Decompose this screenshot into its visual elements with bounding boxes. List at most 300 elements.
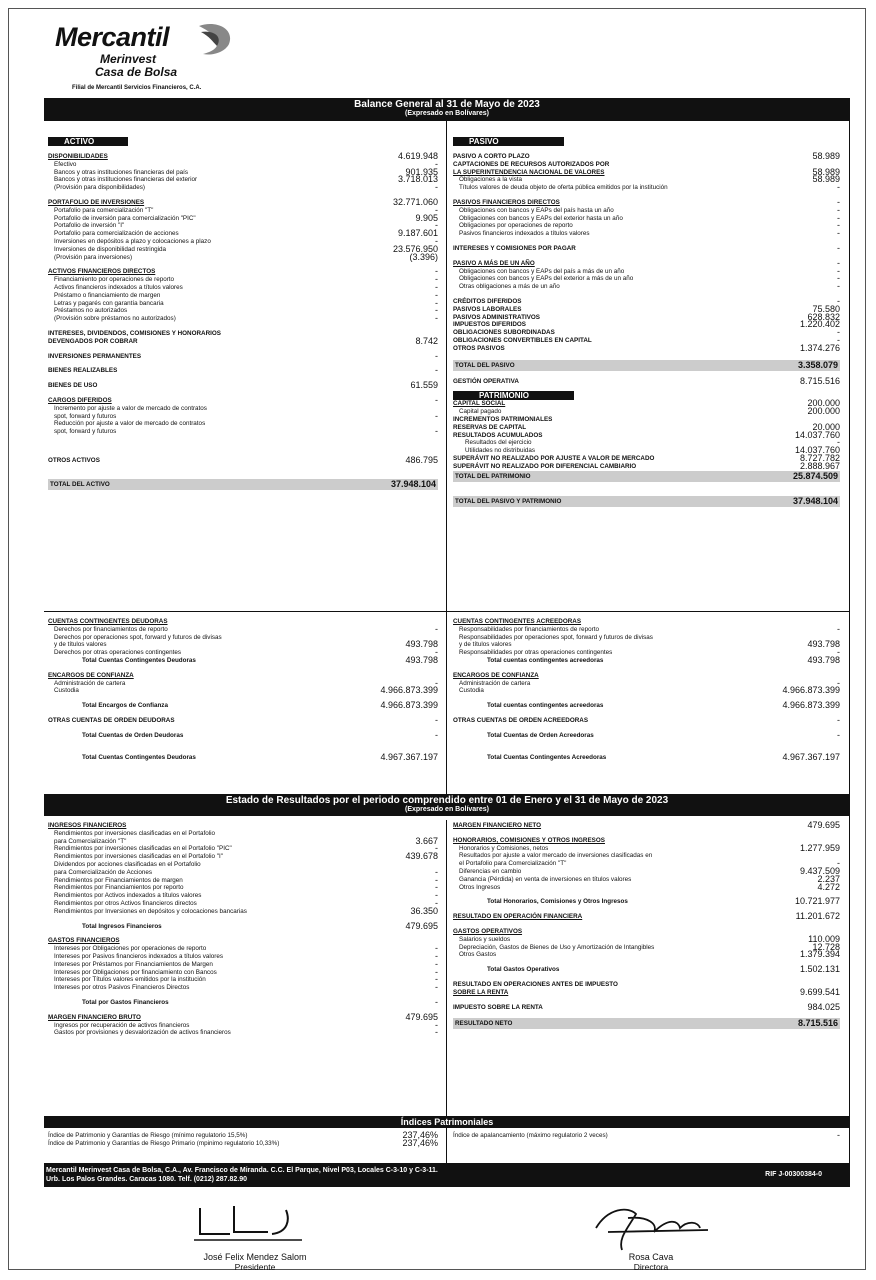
line-item-value: - — [435, 950, 438, 961]
signature-left-role: Presidente — [234, 1262, 276, 1272]
line-item-label: Administración de cartera — [459, 679, 531, 687]
line-item-label: Índice de apalancamiento (máximo regulatorio 2 veces) — [453, 1132, 608, 1139]
line-item — [48, 884, 438, 892]
line-item-label: Financiamiento por operaciones de reporto — [54, 276, 175, 284]
line-item-label: Depreciación, Gastos de Bienes de Uso y Amortización de Intangibles — [459, 943, 655, 951]
line-item — [453, 421, 840, 432]
line-item-value: 4.272 — [817, 881, 840, 892]
line-item — [48, 297, 438, 308]
signature-right-icon — [588, 1198, 718, 1254]
line-item-label: Portafolio para comercialización de acciones — [54, 230, 179, 238]
line-item-value: - — [435, 350, 438, 361]
line-item — [453, 714, 840, 725]
line-item-value: 8.727.782 — [799, 452, 840, 463]
line-item — [48, 394, 438, 405]
line-item — [48, 330, 438, 338]
line-item-label: Utilidades no distribuidas — [465, 447, 536, 455]
line-item-value: - — [435, 958, 438, 969]
results-divider — [446, 820, 447, 1163]
indices-title: Índices Patrimoniales — [400, 1117, 494, 1127]
balance-divider — [446, 121, 447, 794]
line-item — [48, 1011, 438, 1022]
line-item-value: - — [837, 677, 840, 688]
spacer — [48, 375, 438, 382]
line-item-value: - — [837, 265, 840, 276]
signature-right-name: Rosa Cava — [628, 1252, 674, 1262]
line-item-label: Incremento por ajuste a valor de mercado de contratos — [54, 404, 207, 412]
results-left-rows — [48, 822, 438, 1037]
line-item — [48, 251, 438, 262]
line-item-label: Activos financieros indexados a títulos valores — [54, 283, 183, 291]
line-item-value: 25.874.509 — [792, 470, 838, 481]
line-item — [48, 184, 438, 192]
line-item — [48, 687, 438, 695]
line-item — [453, 822, 840, 830]
line-item-label: (Provisión sobre préstamos no autorizados) — [54, 315, 176, 323]
results-title: Estado de Resultados por el periodo comprendido entre 01 de Enero y el 31 de Mayo de 2023 — [225, 795, 669, 806]
line-item — [453, 654, 840, 665]
line-item — [48, 618, 438, 626]
line-item-label: Total cuentas contingentes acreedoras — [487, 656, 604, 664]
line-item-value: 36.350 — [410, 905, 438, 916]
line-item — [453, 242, 840, 253]
line-item-label: RESERVAS DE CAPITAL — [453, 423, 527, 431]
line-item-label: PASIVO A MÁS DE UN AÑO — [453, 259, 535, 267]
line-item — [48, 405, 438, 413]
spacer — [48, 436, 438, 443]
spacer — [453, 665, 840, 672]
line-item-label: MARGEN FINANCIERO NETO — [453, 822, 542, 829]
line-item-value: 4.966.873.399 — [782, 685, 840, 696]
pasivo-column — [453, 137, 840, 507]
line-item-value: - — [435, 890, 438, 901]
line-item — [48, 654, 438, 665]
results-title-bar — [44, 794, 850, 816]
line-item-value: - — [837, 257, 840, 268]
line-item — [453, 275, 840, 283]
line-item-value: 8.742 — [415, 335, 438, 346]
line-item-label: Obligaciones con bancos y EAPs del país hasta un año — [459, 206, 614, 214]
line-item-value: 32.771.060 — [392, 196, 438, 207]
line-item-label: Índice de Patrimonio y Garantías de Riesgo Primario (mpinimo regulatorio 10,33%) — [48, 1139, 280, 1147]
line-item — [48, 479, 438, 490]
line-item-value: (3.396) — [409, 251, 438, 262]
line-item-label: GASTOS FINANCIEROS — [48, 937, 120, 945]
footer-line1: Mercantil Merinvest Casa de Bolsa, C.A., Av. Francisco de Miranda. C.C. El Parque, Nivel P03, Locales C-3-10 y C-3-11. — [46, 1167, 438, 1174]
line-item-label: GASTOS OPERATIVOS — [453, 927, 523, 935]
line-item-label: OTROS ACTIVOS — [48, 456, 100, 464]
line-item — [48, 672, 438, 680]
line-item — [48, 166, 438, 177]
line-item — [453, 729, 840, 740]
line-item — [453, 334, 840, 345]
line-item — [453, 623, 840, 634]
spacer — [48, 725, 438, 732]
line-item — [48, 307, 438, 315]
spacer — [48, 1007, 438, 1014]
line-item-value: 4.966.873.399 — [782, 700, 840, 711]
line-item-value: - — [435, 313, 438, 324]
line-item — [48, 367, 438, 375]
line-item-label: CAPTACIONES DE RECURSOS AUTORIZADOS POR — [453, 160, 610, 168]
line-item-label: BIENES DE USO — [48, 382, 98, 390]
line-item-label: Rendimientos por inversiones clasificadas en el Portafolio "PIC" — [54, 845, 232, 853]
line-item-value: 901.935 — [405, 166, 438, 177]
line-item-value: - — [435, 882, 438, 893]
line-item-value: 2.237 — [817, 873, 840, 884]
signature-left — [180, 1252, 330, 1272]
line-item-value: - — [435, 204, 438, 215]
spacer — [48, 710, 438, 717]
line-item-label: Total cuentas contingentes acreedoras — [487, 702, 604, 710]
line-item-value: - — [837, 295, 840, 306]
right-border — [849, 121, 850, 1163]
line-item-value: - — [837, 228, 840, 239]
footer-address — [46, 1166, 438, 1184]
line-item-value: 4.966.873.399 — [380, 685, 438, 696]
line-item — [48, 897, 438, 908]
line-item-label: Intereses por Obligaciones por operaciones de reporto — [54, 945, 207, 953]
spacer — [453, 891, 840, 898]
line-item-label: ENCARGOS DE CONFIANZA — [48, 671, 134, 679]
line-item — [48, 176, 438, 184]
line-item-value: 1.502.131 — [799, 964, 840, 975]
line-item — [453, 283, 840, 291]
signature-left-icon — [190, 1200, 310, 1246]
signature-right — [596, 1252, 706, 1272]
line-item-label: Responsabilidades por otras operaciones contingentes — [459, 649, 613, 657]
line-item — [48, 289, 438, 300]
line-item-value: 1.374.276 — [799, 342, 840, 353]
line-item-label: DEVENGADOS POR COBRAR — [48, 337, 138, 345]
line-item — [48, 153, 438, 161]
line-item — [48, 861, 438, 869]
line-item — [453, 618, 840, 626]
spacer — [48, 323, 438, 330]
line-item-label: BIENES REALIZABLES — [48, 367, 118, 375]
line-item — [48, 905, 438, 916]
line-item-value: 9.905 — [415, 212, 438, 223]
line-item-value: 61.559 — [410, 380, 438, 391]
spacer — [48, 930, 438, 937]
line-item-label: y de títulos valores — [459, 641, 512, 649]
line-item-value: - — [435, 866, 438, 877]
line-item-value: - — [435, 305, 438, 316]
line-item-value: 1.277.959 — [799, 842, 840, 853]
line-item-value: 1.220.402 — [799, 319, 840, 330]
line-item-label: SUPERÁVIT NO REALIZADO POR DIFERENCIAL CAMBIARIO — [453, 462, 637, 470]
line-item — [48, 196, 438, 207]
line-item-label: Total Encargos de Confianza — [82, 702, 168, 710]
line-item — [453, 222, 840, 230]
spacer — [453, 921, 840, 928]
spacer — [48, 450, 438, 457]
cc-acreedoras-column — [453, 618, 840, 761]
line-item-value: 237,46% — [402, 1137, 438, 1148]
balance-title: Balance General al 31 de Mayo de 2023 — [354, 99, 540, 110]
line-item — [48, 1019, 438, 1030]
line-item — [453, 1001, 840, 1012]
line-item — [48, 976, 438, 984]
results-left-column — [48, 822, 438, 1037]
line-item — [453, 852, 840, 860]
line-item-value: - — [435, 677, 438, 688]
line-item-value: 2.888.967 — [799, 460, 840, 471]
line-item-value: - — [435, 623, 438, 634]
line-item-label: Rendimientos por inversiones clasificadas en el Portafolio — [54, 829, 216, 837]
line-item-label: Total Gastos Operativos — [487, 966, 560, 974]
line-item-value: - — [435, 182, 438, 193]
line-item-value: 4.966.873.399 — [380, 700, 438, 711]
line-item — [48, 623, 438, 634]
line-item-value: 1.379.394 — [799, 949, 840, 960]
line-item-label: Obligaciones con bancos y EAPs del país a más de un año — [459, 267, 625, 275]
line-item — [453, 1132, 840, 1140]
line-item-label: Derechos por operaciones spot, forward y futuros de divisas — [54, 633, 222, 641]
line-item — [453, 439, 840, 447]
line-item-value: - — [837, 281, 840, 292]
line-item-label: Derechos por otras operaciones contingentes — [54, 649, 182, 657]
line-item-value: 58.989 — [812, 174, 840, 185]
line-item-label: Custodia — [459, 687, 484, 695]
line-item-label: Préstamo o financiamiento de margen — [54, 291, 161, 299]
line-item-label: Salarios y sueldos — [459, 935, 511, 943]
spacer — [453, 192, 840, 199]
line-item-value: 479.695 — [807, 820, 840, 830]
line-item — [453, 881, 840, 892]
line-item-label: INTERESES Y COMISIONES POR PAGAR — [453, 244, 576, 252]
line-item-label: Responsabilidades por financiamientos de reporto — [459, 625, 600, 633]
line-item — [453, 153, 840, 161]
balance-subtitle: (Expresado en Bolívares) — [404, 110, 490, 117]
line-item-value: - — [435, 365, 438, 376]
line-item-label: OTROS PASIVOS — [453, 344, 505, 352]
line-item-value: - — [837, 327, 840, 338]
line-item — [453, 873, 840, 884]
line-item-value: - — [435, 996, 438, 1007]
patrimonio-header: PATRIMONIO — [453, 391, 574, 400]
line-item-label: Efectivo — [54, 160, 77, 168]
line-item-value: 75.580 — [812, 303, 840, 314]
line-item-label: RESULTADO EN OPERACIONES ANTES DE IMPUESTO — [453, 980, 618, 988]
line-item-value: 58.989 — [812, 151, 840, 161]
line-item-label: Obligaciones con bancos y EAPs del exterior hasta un año — [459, 214, 623, 222]
line-item-label: OTRAS CUENTAS DE ORDEN ACREEDORAS — [453, 716, 589, 724]
line-item-value: - — [837, 242, 840, 253]
spacer — [453, 997, 840, 1004]
line-item-label: Rendimientos por inversiones clasificadas en el Portafolio "I" — [54, 853, 223, 861]
line-item-value: - — [837, 220, 840, 231]
line-item — [48, 315, 438, 323]
line-item-label: (Provisión para disponibilidades) — [54, 184, 146, 192]
line-item-label: TOTAL DEL PATRIMONIO — [455, 472, 531, 480]
line-item — [453, 321, 840, 329]
line-item — [453, 375, 840, 386]
line-item-value: 3.358.079 — [797, 359, 838, 370]
line-item-value: - — [435, 220, 438, 231]
cc-acreedoras-rows — [453, 618, 840, 761]
line-item-value: - — [435, 974, 438, 985]
footer-rif: RIF J-00300384-0 — [765, 1171, 822, 1178]
line-item — [453, 295, 840, 306]
line-item-value: - — [435, 281, 438, 292]
line-item — [453, 342, 840, 353]
line-item — [453, 166, 840, 177]
line-item — [48, 958, 438, 969]
filial-text: Filial de Mercantil Servicios Financieros, C.A. — [72, 85, 202, 91]
line-item-value: - — [837, 729, 840, 740]
line-item — [453, 184, 840, 192]
indices-title-bar — [44, 1116, 850, 1128]
line-item — [48, 634, 438, 642]
spacer — [48, 740, 438, 747]
line-item — [48, 350, 438, 361]
line-item-label: IMPUESTOS DIFERIDOS — [453, 321, 527, 329]
line-item — [48, 158, 438, 169]
line-item-value: 23.576.950 — [392, 243, 438, 254]
line-item-label: Total Cuentas Contingentes Deudoras — [82, 753, 196, 761]
line-item-value: - — [435, 874, 438, 885]
line-item-label: Custodia — [54, 687, 79, 695]
line-item-value: 9.437.509 — [799, 865, 840, 876]
line-item — [48, 276, 438, 284]
line-item — [453, 913, 840, 921]
line-item-label: Reducción por ajuste a valor de mercado de contratos — [54, 420, 206, 428]
spacer — [453, 740, 840, 747]
line-item-label: Rendimientos por Financiamientos de margen — [54, 876, 183, 884]
line-item-label: OBLIGACIONES SUBORDINADAS — [453, 329, 555, 337]
spacer — [48, 443, 438, 450]
line-item — [453, 460, 840, 471]
spacer — [453, 489, 840, 496]
spacer — [48, 192, 438, 199]
brand-name: Mercantil — [55, 22, 170, 52]
line-item-value: - — [435, 647, 438, 658]
line-item-value: - — [837, 334, 840, 345]
line-item-label: Otras obligaciones a más de un año — [459, 283, 560, 291]
line-item-label: Letras y pagarés con garantía bancaria — [54, 299, 164, 307]
line-item-label: Otros Gastos — [459, 951, 497, 959]
line-item-value: 10.721.977 — [794, 896, 840, 907]
spacer — [48, 472, 438, 479]
line-item — [453, 865, 840, 876]
line-item-label: CAPITAL SOCIAL — [453, 400, 506, 408]
line-item-value: 3.718.013 — [397, 174, 438, 185]
line-item-value: - — [435, 426, 438, 437]
line-item — [453, 471, 840, 482]
line-item-label: CUENTAS CONTINGENTES DEUDORAS — [48, 618, 168, 625]
line-item-label: spot, forward y futuros — [54, 428, 117, 436]
line-item-label: Bancos y otras instituciones financieras del país — [54, 168, 189, 176]
line-item-label: Administración de cartera — [54, 679, 126, 687]
line-item — [453, 837, 840, 845]
line-item-label: Derechos por financiamientos de reporto — [54, 625, 168, 633]
line-item-value: - — [837, 647, 840, 658]
line-item-label: para Comercialización "T" — [54, 837, 127, 845]
line-item-value: - — [435, 289, 438, 300]
signature-left-name: José Felix Mendez Salom — [203, 1252, 307, 1262]
line-item-label: Intereses por Pasivos financieros indexados a títulos valores — [54, 952, 224, 960]
line-item-value: - — [837, 623, 840, 634]
line-item-label: INVERSIONES PERMANENTES — [48, 352, 142, 360]
line-item-value: 200.000 — [807, 398, 840, 409]
mercantil-logo — [55, 22, 178, 79]
line-item-label: CARGOS DIFERIDOS — [48, 396, 112, 404]
line-item-value: 9.187.601 — [397, 228, 438, 239]
line-item — [48, 714, 438, 725]
activo-column — [48, 137, 438, 490]
line-item — [48, 874, 438, 885]
line-item-value: 37.948.104 — [792, 495, 838, 506]
line-item — [453, 981, 840, 989]
line-item — [453, 303, 840, 314]
line-item-value: 439.678 — [405, 851, 438, 862]
line-item-label: TOTAL DEL ACTIVO — [50, 480, 110, 488]
spacer — [48, 390, 438, 397]
contingent-divider — [44, 611, 850, 612]
line-item-value: 493.798 — [807, 654, 840, 665]
line-item-value: - — [435, 394, 438, 405]
line-item — [48, 268, 438, 276]
line-item-label: Intereses por Préstamos por Financiamientos de Margen — [54, 960, 213, 968]
line-item — [48, 751, 438, 762]
line-item-label: Rendimientos por otros Activos financieros directos — [54, 899, 197, 907]
line-item — [453, 447, 840, 455]
pasivo-header: PASIVO — [453, 137, 564, 146]
line-item-label: CUENTAS CONTINGENTES ACREEDORAS — [453, 618, 582, 625]
line-item — [48, 966, 438, 977]
line-item-label: Dividendos por acciones clasificadas en el Portafolio — [54, 860, 201, 868]
line-item — [48, 822, 438, 830]
line-item-label: Bancos y otras instituciones financieras del exterior — [54, 176, 198, 184]
line-item-label: INCREMENTOS PATRIMONIALES — [453, 415, 553, 423]
line-item-label: Ganancia (Pérdida) en venta de inversiones en títulos valores — [459, 875, 632, 883]
line-item — [453, 933, 840, 944]
line-item-label: Portafolio de inversión para comercialización "PIC" — [54, 214, 196, 222]
line-item-label: Obligaciones a la vista — [459, 176, 523, 184]
line-item-label: Ingresos por recuperación de activos financieros — [54, 1021, 190, 1029]
line-item — [48, 729, 438, 740]
patrimonio-rows — [453, 400, 840, 506]
indices-left-column — [48, 1132, 438, 1148]
line-item — [48, 853, 438, 861]
line-item-label: OBLIGACIONES CONVERTIBLES EN CAPITAL — [453, 336, 592, 344]
line-item — [48, 1029, 438, 1037]
line-item-label: Pasivos financieros indexados a títulos valores — [459, 230, 590, 238]
line-item-label: PASIVOS LABORALES — [453, 305, 522, 313]
line-item-label: Total Ingresos Financieros — [82, 922, 162, 930]
swoosh-icon — [195, 22, 235, 58]
line-item-value: 984.025 — [807, 1001, 840, 1012]
line-item-label: (Provisión para inversiones) — [54, 253, 133, 261]
spacer — [453, 253, 840, 260]
line-item-value: 58.989 — [812, 166, 840, 177]
results-right-column — [453, 822, 840, 1029]
line-item-value: 14.037.760 — [794, 445, 840, 456]
line-item-label: Intereses por otros Pasivos Financieros Directos — [54, 984, 190, 992]
line-item — [48, 892, 438, 900]
line-item-value: 4.619.948 — [397, 151, 438, 161]
line-item-label: Total Cuentas Contingentes Deudoras — [82, 656, 196, 664]
activo-rows — [48, 153, 438, 490]
line-item-value: 628.832 — [807, 311, 840, 322]
line-item — [453, 687, 840, 695]
line-item-value: 110.009 — [808, 933, 840, 944]
line-item — [453, 204, 840, 215]
line-item-label: Total Honorarios, Comisiones y Otros Ingresos — [487, 898, 628, 906]
line-item-value: - — [435, 1027, 438, 1038]
line-item-value: 37.948.104 — [390, 478, 436, 489]
